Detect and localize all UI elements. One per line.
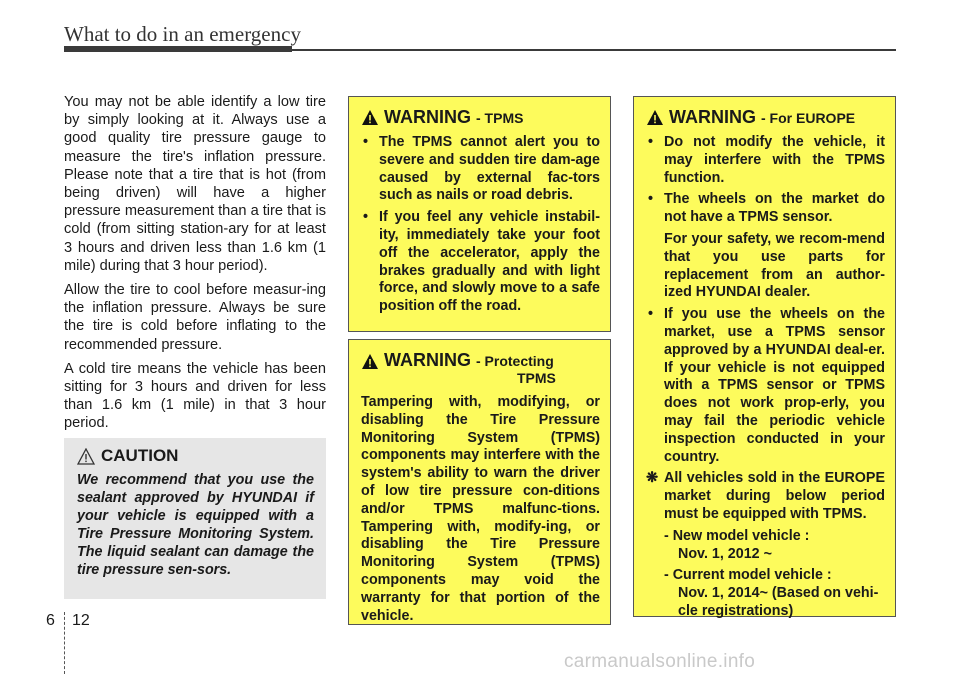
caution-triangle-icon [77,448,95,465]
list-item-paragraph: For your safety, we recom-mend that you use parts for replacement from an author-ized HYUNDAI dealer. [664,230,885,301]
warning-triangle-icon [361,353,379,370]
warning-subtitle: - Protecting TPMS [476,353,556,386]
list-item: • If you use the wheels on the market, use a TPMS sensor approved by a HYUNDAI deal-er. If your vehicle is not equipped with a TPMS sensor or TPMS does not work prop-erly, you may fail the periodic vehicle inspection conducted in your country. [648,306,885,465]
current-model-date: - Current model vehicle : Nov. 1, 2014~ (Based on vehi-cle registrations) [664,567,879,619]
warning-title: WARNING [669,107,756,127]
warning-body: Tampering with, modifying, or disabling the Tire Pressure Monitoring System (TPMS) components may interfere with the system's ability to warn the driver of low tire pressure con-ditions and/or TPMS malfunc-tions. Tampering with, modify-ing, or disabling the Tire Pressure Monitoring System (TPMS) components may void the warranty for that portion of the vehicle. [361,394,600,624]
warning-heading [646,107,885,128]
warning-subtitle: - TPMS [476,109,524,126]
list-item: • Do not modify the vehicle, it may interfere with the TPMS function. [648,134,885,186]
header-rule [292,49,896,51]
watermark: carmanualsonline.info [564,651,756,672]
list-item: • The TPMS cannot alert you to severe and sudden tire dam-age caused by external fac-tors such as nails or road debris. [363,134,600,204]
warning-box-europe [633,96,896,617]
warning-box-tpms [348,96,611,332]
warning-triangle-icon [361,109,379,126]
body-paragraph: Allow the tire to cool before measur-ing the inflation pressure. Always be sure the tire is cold before inflating to the recommended pressure. [64,282,326,353]
warning-title: WARNING [384,350,471,370]
warning-subtitle: - For EUROPE [761,109,856,126]
chapter-title: What to do in an emergency [64,22,301,46]
warning-box-protecting-tpms [348,339,611,625]
warning-body [361,134,600,316]
page-divider [64,612,65,674]
new-model-date: - New model vehicle : Nov. 1, 2012 ~ [664,527,810,562]
list-item: • If you feel any vehicle instabil-ity, immediately take your foot off the accelerator, apply the brakes gradually and with light force, and slowly move to a safe position off the road. [363,209,600,315]
warning-heading [361,107,600,128]
warning-triangle-icon [646,109,664,126]
europe-note: ❋ All vehicles sold in the EUROPE market during below period must be equipped with TPMS. [646,470,885,522]
note-asterisk-icon: ❋ [646,470,658,487]
section-number: 6 [46,612,55,629]
caution-box [64,438,326,599]
warning-body [646,134,885,621]
body-paragraph: A cold tire means the vehicle has been sitting for 3 hours and driven for less than 1.6 km (1 mile) in that 3 hour period. [64,360,326,432]
warning-heading [361,350,600,387]
caution-heading [77,446,314,466]
body-paragraph: You may not be able identify a low tire by simply looking at it. Always use a good quality tire pressure gauge to measure the tire's inflation pressure. Please note that a tire that is hot (from being driven) will have a higher pressure measurement than a tire that is cold (from sitting station-ary for at least 3 hours and driven less than 1.6 km (1 mile) during that 3 hour period). [64,94,327,274]
caution-body: We recommend that you use the sealant approved by HYUNDAI if your vehicle is equipped with a Tire Pressure Monitoring System. The liquid sealant can damage the tire pressure sen-sors. [77,472,314,578]
body-text-column [64,93,326,439]
warning-title: WARNING [384,107,471,127]
list-item: • The wheels on the market do not have a TPMS sensor. [648,191,885,226]
page-number: 12 [72,612,90,629]
header-accent-bar [64,46,292,52]
caution-title: CAUTION [101,446,179,465]
